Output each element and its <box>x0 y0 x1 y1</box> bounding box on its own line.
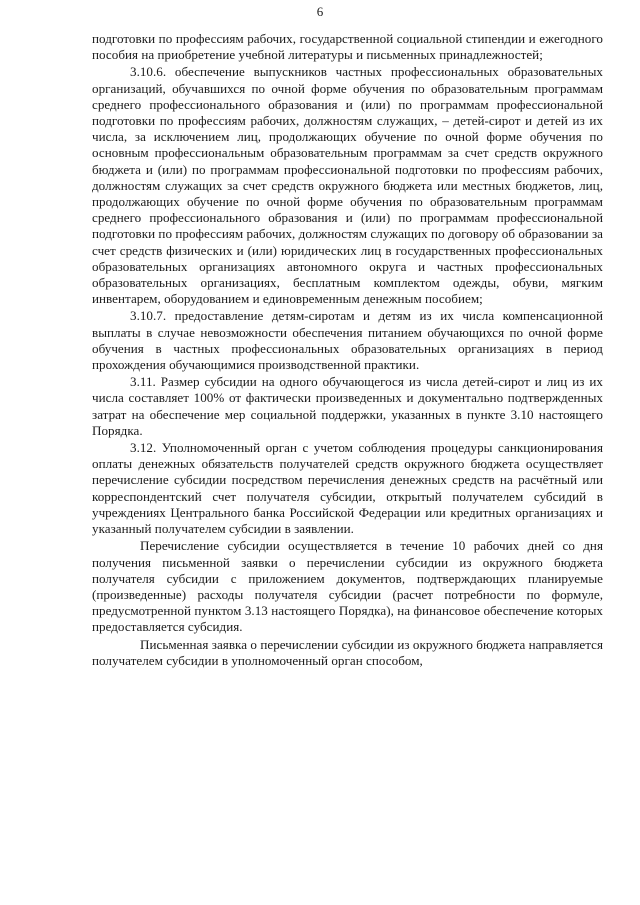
document-body <box>92 31 603 669</box>
paragraph-continuation: подготовки по профессиям рабочих, государственной социальной стипендии и ежегодного пособия на приобретение учебной литературы и письменных принадлежностей; <box>92 31 603 63</box>
paragraph-written-request: Письменная заявка о перечислении субсидии из окружного бюджета направляется получателем субсидии в уполномоченный орган способом, <box>92 636 603 668</box>
paragraph-3-12: 3.12. Уполномоченный орган с учетом соблюдения процедуры санкционирования оплаты денежных обязательств получателей средств окружного бюджета осуществляет перечисление субсидии посредством перечисления денежных средств на расчётный или корреспондентский счет получателя субсидии, открытый получателем субсидий в учреждениях Центрального банка Российской Федерации или кредитных организациях и указанный получателем субсидии в заявлении. <box>92 440 603 537</box>
paragraph-3-10-7: 3.10.7. предоставление детям-сиротам и детям из их числа компенсационной выплаты в случае невозможности обеспечения питанием обучающихся по очной форме обучения в частных профессиональных образовательных организациях в период прохождения обучающимися производственной практики. <box>92 308 603 373</box>
paragraph-3-11: 3.11. Размер субсидии на одного обучающегося из числа детей-сирот и лиц из их числа составляет 100% от фактически произведенных и документально подтвержденных затрат на обеспечение мер социальной поддержки, указанных в пункте 3.10 настоящего Порядка. <box>92 374 603 438</box>
paragraph-3-10-6: 3.10.6. обеспечение выпускников частных профессиональных образовательных организаций, обучавшихся по очной форме обучения по образовательным программам среднего профессионального образования и (или) по программам профессиональной подготовки по профессиям рабочих, должностям служащих, – детей-сирот и детей из их числа, за исключением лиц, продолжающих обучение по очной форме обучения по основным профессиональным образовательным программам за счет средств окружного бюджета и (или) по программам профессиональной подготовки по профессиям рабочих, должностям служащих за счет средств окружного бюджета или местных бюджетов, лиц, продолжающих обучение по очной форме обучения по образовательным программам среднего профессионального образования и (или) по программам профессиональной подготовки по профессиям рабочих, должностям служащих по договору об образовании за счет средств физических и (или) юридических лиц в государственных профессиональных образовательных организациях автономного округа и частных профессиональных образовательных организациях, бесплатным комплектом одежды, обуви, мягким инвентарем, оборудованием и единовременным денежным пособием; <box>92 64 603 307</box>
paragraph-transfer-terms: Перечисление субсидии осуществляется в течение 10 рабочих дней со дня получения письменной заявки о перечислении субсидии из окружного бюджета получателя субсидии с приложением документов, подтверждающих планируемые (произведенные) расходы получателя субсидии (расчет потребности по формуле, предусмотренной пунктом 3.13 настоящего Порядка), на финансовое обеспечение которых предоставляется субсидия. <box>92 538 603 635</box>
page-number: 6 <box>316 4 324 19</box>
